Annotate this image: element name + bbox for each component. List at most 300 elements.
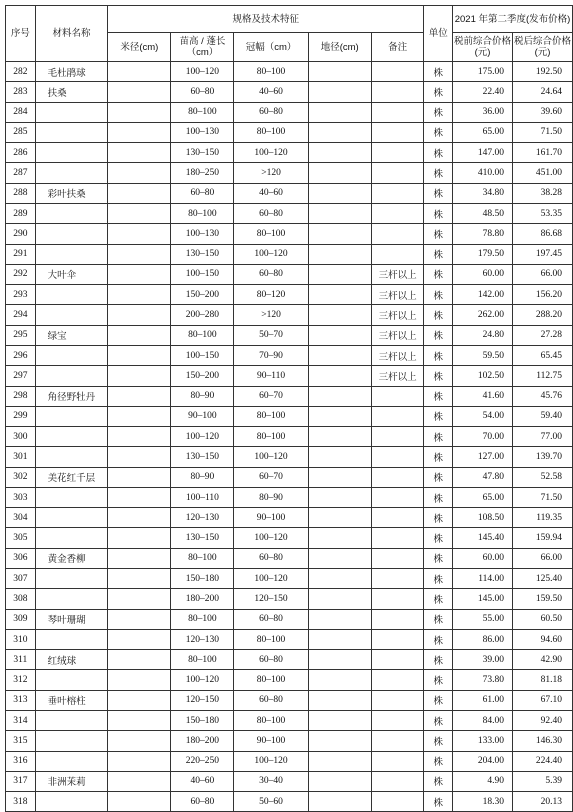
cell-crown: 60–80 xyxy=(234,609,308,629)
cell-post-tax-price: 71.50 xyxy=(512,487,572,507)
cell-crown: 60–80 xyxy=(234,102,308,122)
cell-remark xyxy=(371,62,424,82)
cell-height: 180–200 xyxy=(171,589,234,609)
cell-ground-diameter xyxy=(308,731,371,751)
cell-name xyxy=(35,751,108,771)
cell-rice-diameter xyxy=(108,731,171,751)
cell-pre-tax-price: 410.00 xyxy=(453,163,513,183)
cell-ground-diameter xyxy=(308,711,371,731)
cell-pre-tax-price: 61.00 xyxy=(453,690,513,710)
table-row xyxy=(6,102,573,122)
cell-post-tax-price: 59.40 xyxy=(512,406,572,426)
cell-name xyxy=(35,203,108,223)
cell-ground-diameter xyxy=(308,771,371,791)
cell-unit: 株 xyxy=(424,528,453,548)
cell-crown: 100–120 xyxy=(234,447,308,467)
cell-crown: 60–80 xyxy=(234,690,308,710)
cell-crown: 50–70 xyxy=(234,325,308,345)
cell-crown: 80–100 xyxy=(234,406,308,426)
cell-height: 60–80 xyxy=(171,183,234,203)
table-row xyxy=(6,751,573,771)
header-name: 材料名称 xyxy=(35,6,108,62)
cell-name: 垂叶榕柱 xyxy=(35,690,108,710)
cell-crown: 80–100 xyxy=(234,427,308,447)
cell-post-tax-price: 159.50 xyxy=(512,589,572,609)
table-row xyxy=(6,345,573,365)
cell-height: 120–130 xyxy=(171,508,234,528)
cell-height: 90–100 xyxy=(171,406,234,426)
cell-pre-tax-price: 145.00 xyxy=(453,589,513,609)
cell-crown: 80–90 xyxy=(234,487,308,507)
cell-post-tax-price: 38.28 xyxy=(512,183,572,203)
cell-height: 40–60 xyxy=(171,771,234,791)
cell-pre-tax-price: 102.50 xyxy=(453,366,513,386)
cell-remark xyxy=(371,792,424,812)
cell-post-tax-price: 24.64 xyxy=(512,82,572,102)
cell-seq: 295 xyxy=(6,325,36,345)
cell-unit: 株 xyxy=(424,629,453,649)
cell-rice-diameter xyxy=(108,203,171,223)
cell-pre-tax-price: 204.00 xyxy=(453,751,513,771)
cell-seq: 300 xyxy=(6,427,36,447)
cell-post-tax-price: 288.20 xyxy=(512,305,572,325)
table-row xyxy=(6,589,573,609)
cell-crown: 60–80 xyxy=(234,264,308,284)
header-ground-diameter: 地径(cm) xyxy=(308,33,371,62)
cell-name xyxy=(35,528,108,548)
cell-height: 150–200 xyxy=(171,366,234,386)
cell-unit: 株 xyxy=(424,427,453,447)
cell-post-tax-price: 112.75 xyxy=(512,366,572,386)
table-row xyxy=(6,792,573,812)
cell-crown: 80–100 xyxy=(234,711,308,731)
table-row xyxy=(6,427,573,447)
cell-unit: 株 xyxy=(424,487,453,507)
cell-crown: 70–90 xyxy=(234,345,308,365)
cell-remark xyxy=(371,751,424,771)
cell-height: 80–100 xyxy=(171,650,234,670)
cell-pre-tax-price: 18.30 xyxy=(453,792,513,812)
cell-unit: 株 xyxy=(424,467,453,487)
cell-name: 黄金香柳 xyxy=(35,548,108,568)
cell-seq: 306 xyxy=(6,548,36,568)
cell-name xyxy=(35,285,108,305)
cell-pre-tax-price: 65.00 xyxy=(453,122,513,142)
cell-rice-diameter xyxy=(108,508,171,528)
table-header xyxy=(6,6,573,62)
cell-post-tax-price: 224.40 xyxy=(512,751,572,771)
cell-remark: 三杆以上 xyxy=(371,366,424,386)
cell-crown: 50–60 xyxy=(234,792,308,812)
cell-height: 200–280 xyxy=(171,305,234,325)
cell-seq: 296 xyxy=(6,345,36,365)
header-crown: 冠幅（cm） xyxy=(234,33,308,62)
cell-name: 彩叶扶桑 xyxy=(35,183,108,203)
cell-name: 非洲茉莉 xyxy=(35,771,108,791)
cell-height: 100–120 xyxy=(171,62,234,82)
header-price-group: 2021 年第二季度(发布价格) xyxy=(453,6,573,33)
cell-ground-diameter xyxy=(308,224,371,244)
cell-name xyxy=(35,629,108,649)
cell-name xyxy=(35,366,108,386)
table-row xyxy=(6,487,573,507)
cell-ground-diameter xyxy=(308,548,371,568)
table-row xyxy=(6,609,573,629)
cell-post-tax-price: 159.94 xyxy=(512,528,572,548)
cell-pre-tax-price: 59.50 xyxy=(453,345,513,365)
cell-rice-diameter xyxy=(108,386,171,406)
cell-crown: >120 xyxy=(234,163,308,183)
cell-rice-diameter xyxy=(108,82,171,102)
cell-crown: 80–120 xyxy=(234,285,308,305)
cell-rice-diameter xyxy=(108,528,171,548)
cell-post-tax-price: 52.58 xyxy=(512,467,572,487)
cell-height: 120–150 xyxy=(171,690,234,710)
cell-crown: 90–110 xyxy=(234,366,308,386)
table-row xyxy=(6,548,573,568)
cell-pre-tax-price: 179.50 xyxy=(453,244,513,264)
cell-seq: 311 xyxy=(6,650,36,670)
cell-remark xyxy=(371,183,424,203)
cell-unit: 株 xyxy=(424,183,453,203)
cell-height: 100–110 xyxy=(171,487,234,507)
cell-height: 80–100 xyxy=(171,102,234,122)
cell-name xyxy=(35,305,108,325)
cell-seq: 315 xyxy=(6,731,36,751)
cell-rice-diameter xyxy=(108,305,171,325)
cell-rice-diameter xyxy=(108,366,171,386)
cell-rice-diameter xyxy=(108,264,171,284)
table-row xyxy=(6,325,573,345)
cell-rice-diameter xyxy=(108,690,171,710)
table-body xyxy=(6,62,573,812)
cell-ground-diameter xyxy=(308,325,371,345)
cell-ground-diameter xyxy=(308,467,371,487)
table-row xyxy=(6,528,573,548)
cell-seq: 308 xyxy=(6,589,36,609)
cell-post-tax-price: 42.90 xyxy=(512,650,572,670)
cell-seq: 287 xyxy=(6,163,36,183)
cell-ground-diameter xyxy=(308,122,371,142)
cell-remark: 三杆以上 xyxy=(371,325,424,345)
header-height: 苗高 / 蓬长（cm） xyxy=(171,33,234,62)
cell-seq: 283 xyxy=(6,82,36,102)
cell-pre-tax-price: 78.80 xyxy=(453,224,513,244)
cell-rice-diameter xyxy=(108,711,171,731)
cell-crown: 60–70 xyxy=(234,467,308,487)
cell-unit: 株 xyxy=(424,751,453,771)
cell-unit: 株 xyxy=(424,589,453,609)
cell-rice-diameter xyxy=(108,792,171,812)
cell-name xyxy=(35,792,108,812)
cell-unit: 株 xyxy=(424,792,453,812)
cell-name xyxy=(35,345,108,365)
cell-unit: 株 xyxy=(424,447,453,467)
cell-crown: 100–120 xyxy=(234,244,308,264)
cell-rice-diameter xyxy=(108,487,171,507)
cell-seq: 291 xyxy=(6,244,36,264)
cell-post-tax-price: 66.00 xyxy=(512,548,572,568)
cell-post-tax-price: 161.70 xyxy=(512,143,572,163)
cell-post-tax-price: 92.40 xyxy=(512,711,572,731)
cell-unit: 株 xyxy=(424,285,453,305)
cell-remark xyxy=(371,122,424,142)
cell-ground-diameter xyxy=(308,244,371,264)
cell-rice-diameter xyxy=(108,771,171,791)
table-row xyxy=(6,122,573,142)
cell-pre-tax-price: 175.00 xyxy=(453,62,513,82)
cell-height: 100–120 xyxy=(171,427,234,447)
cell-post-tax-price: 45.76 xyxy=(512,386,572,406)
cell-seq: 294 xyxy=(6,305,36,325)
cell-height: 100–150 xyxy=(171,264,234,284)
cell-height: 100–120 xyxy=(171,670,234,690)
cell-remark xyxy=(371,224,424,244)
cell-unit: 株 xyxy=(424,82,453,102)
cell-height: 130–150 xyxy=(171,447,234,467)
cell-seq: 309 xyxy=(6,609,36,629)
cell-name: 扶桑 xyxy=(35,82,108,102)
cell-height: 130–150 xyxy=(171,244,234,264)
cell-post-tax-price: 39.60 xyxy=(512,102,572,122)
table-row xyxy=(6,285,573,305)
cell-name xyxy=(35,589,108,609)
cell-crown: 80–100 xyxy=(234,224,308,244)
cell-rice-diameter xyxy=(108,670,171,690)
cell-pre-tax-price: 145.40 xyxy=(453,528,513,548)
cell-ground-diameter xyxy=(308,163,371,183)
cell-unit: 株 xyxy=(424,690,453,710)
cell-name xyxy=(35,487,108,507)
cell-remark xyxy=(371,548,424,568)
cell-unit: 株 xyxy=(424,508,453,528)
cell-name xyxy=(35,143,108,163)
cell-ground-diameter xyxy=(308,569,371,589)
cell-seq: 299 xyxy=(6,406,36,426)
cell-unit: 株 xyxy=(424,122,453,142)
cell-unit: 株 xyxy=(424,203,453,223)
header-spec-group: 规格及技术特征 xyxy=(108,6,424,33)
cell-seq: 288 xyxy=(6,183,36,203)
cell-crown: 80–100 xyxy=(234,670,308,690)
cell-height: 80–100 xyxy=(171,548,234,568)
cell-remark xyxy=(371,102,424,122)
cell-height: 100–150 xyxy=(171,345,234,365)
cell-name xyxy=(35,224,108,244)
cell-seq: 285 xyxy=(6,122,36,142)
price-table xyxy=(5,5,573,812)
cell-ground-diameter xyxy=(308,487,371,507)
cell-pre-tax-price: 36.00 xyxy=(453,102,513,122)
cell-remark xyxy=(371,670,424,690)
cell-crown: 60–80 xyxy=(234,203,308,223)
cell-height: 80–90 xyxy=(171,467,234,487)
cell-ground-diameter xyxy=(308,792,371,812)
cell-unit: 株 xyxy=(424,548,453,568)
cell-pre-tax-price: 47.80 xyxy=(453,467,513,487)
cell-remark xyxy=(371,163,424,183)
cell-remark xyxy=(371,427,424,447)
cell-pre-tax-price: 73.80 xyxy=(453,670,513,690)
cell-crown: 100–120 xyxy=(234,528,308,548)
cell-pre-tax-price: 34.80 xyxy=(453,183,513,203)
cell-crown: 40–60 xyxy=(234,183,308,203)
table-row xyxy=(6,406,573,426)
cell-crown: 30–40 xyxy=(234,771,308,791)
cell-remark xyxy=(371,711,424,731)
cell-pre-tax-price: 48.50 xyxy=(453,203,513,223)
table-row xyxy=(6,264,573,284)
cell-name xyxy=(35,670,108,690)
cell-name xyxy=(35,244,108,264)
cell-unit: 株 xyxy=(424,406,453,426)
table-row xyxy=(6,183,573,203)
cell-remark xyxy=(371,203,424,223)
cell-unit: 株 xyxy=(424,345,453,365)
cell-rice-diameter xyxy=(108,325,171,345)
cell-post-tax-price: 67.10 xyxy=(512,690,572,710)
cell-height: 150–180 xyxy=(171,569,234,589)
cell-remark xyxy=(371,406,424,426)
table-row xyxy=(6,771,573,791)
cell-rice-diameter xyxy=(108,447,171,467)
cell-name: 毛杜鹃球 xyxy=(35,62,108,82)
cell-rice-diameter xyxy=(108,629,171,649)
cell-ground-diameter xyxy=(308,528,371,548)
cell-post-tax-price: 139.70 xyxy=(512,447,572,467)
cell-crown: 90–100 xyxy=(234,731,308,751)
cell-unit: 株 xyxy=(424,771,453,791)
cell-pre-tax-price: 142.00 xyxy=(453,285,513,305)
cell-pre-tax-price: 54.00 xyxy=(453,406,513,426)
cell-crown: 60–80 xyxy=(234,548,308,568)
cell-pre-tax-price: 108.50 xyxy=(453,508,513,528)
cell-height: 80–100 xyxy=(171,609,234,629)
cell-pre-tax-price: 24.80 xyxy=(453,325,513,345)
cell-post-tax-price: 119.35 xyxy=(512,508,572,528)
cell-ground-diameter xyxy=(308,589,371,609)
cell-ground-diameter xyxy=(308,751,371,771)
table-row xyxy=(6,143,573,163)
cell-crown: >120 xyxy=(234,305,308,325)
cell-post-tax-price: 156.20 xyxy=(512,285,572,305)
cell-seq: 305 xyxy=(6,528,36,548)
cell-height: 220–250 xyxy=(171,751,234,771)
table-row xyxy=(6,447,573,467)
cell-remark: 三杆以上 xyxy=(371,305,424,325)
table-row xyxy=(6,711,573,731)
cell-crown: 90–100 xyxy=(234,508,308,528)
cell-unit: 株 xyxy=(424,244,453,264)
cell-ground-diameter xyxy=(308,264,371,284)
cell-post-tax-price: 65.45 xyxy=(512,345,572,365)
cell-seq: 289 xyxy=(6,203,36,223)
cell-name xyxy=(35,102,108,122)
cell-post-tax-price: 86.68 xyxy=(512,224,572,244)
cell-post-tax-price: 53.35 xyxy=(512,203,572,223)
cell-height: 150–200 xyxy=(171,285,234,305)
header-pre-tax: 税前综合价格(元) xyxy=(453,33,513,62)
cell-pre-tax-price: 147.00 xyxy=(453,143,513,163)
cell-ground-diameter xyxy=(308,690,371,710)
cell-seq: 298 xyxy=(6,386,36,406)
cell-rice-diameter xyxy=(108,589,171,609)
cell-remark xyxy=(371,244,424,264)
cell-ground-diameter xyxy=(308,62,371,82)
cell-remark xyxy=(371,467,424,487)
cell-ground-diameter xyxy=(308,143,371,163)
cell-seq: 286 xyxy=(6,143,36,163)
cell-pre-tax-price: 65.00 xyxy=(453,487,513,507)
cell-height: 100–130 xyxy=(171,224,234,244)
cell-rice-diameter xyxy=(108,751,171,771)
cell-unit: 株 xyxy=(424,264,453,284)
cell-height: 180–250 xyxy=(171,163,234,183)
cell-remark xyxy=(371,447,424,467)
cell-post-tax-price: 451.00 xyxy=(512,163,572,183)
cell-name: 绿宝 xyxy=(35,325,108,345)
cell-unit: 株 xyxy=(424,143,453,163)
cell-unit: 株 xyxy=(424,650,453,670)
cell-rice-diameter xyxy=(108,548,171,568)
cell-post-tax-price: 66.00 xyxy=(512,264,572,284)
cell-name xyxy=(35,569,108,589)
cell-post-tax-price: 192.50 xyxy=(512,62,572,82)
cell-name: 大叶伞 xyxy=(35,264,108,284)
cell-seq: 282 xyxy=(6,62,36,82)
table-row xyxy=(6,203,573,223)
cell-remark xyxy=(371,569,424,589)
cell-rice-diameter xyxy=(108,467,171,487)
cell-pre-tax-price: 60.00 xyxy=(453,264,513,284)
cell-remark xyxy=(371,386,424,406)
table-row xyxy=(6,569,573,589)
cell-height: 80–100 xyxy=(171,325,234,345)
cell-pre-tax-price: 70.00 xyxy=(453,427,513,447)
cell-unit: 株 xyxy=(424,366,453,386)
cell-crown: 80–100 xyxy=(234,62,308,82)
cell-rice-diameter xyxy=(108,609,171,629)
cell-pre-tax-price: 22.40 xyxy=(453,82,513,102)
cell-remark xyxy=(371,609,424,629)
cell-seq: 293 xyxy=(6,285,36,305)
cell-height: 80–100 xyxy=(171,203,234,223)
cell-post-tax-price: 60.50 xyxy=(512,609,572,629)
cell-rice-diameter xyxy=(108,406,171,426)
cell-post-tax-price: 81.18 xyxy=(512,670,572,690)
cell-unit: 株 xyxy=(424,731,453,751)
header-seq: 序号 xyxy=(6,6,36,62)
table-row xyxy=(6,508,573,528)
cell-remark: 三杆以上 xyxy=(371,264,424,284)
cell-rice-diameter xyxy=(108,163,171,183)
table-row xyxy=(6,244,573,264)
cell-crown: 120–150 xyxy=(234,589,308,609)
cell-pre-tax-price: 84.00 xyxy=(453,711,513,731)
cell-pre-tax-price: 55.00 xyxy=(453,609,513,629)
cell-rice-diameter xyxy=(108,224,171,244)
price-table-container xyxy=(5,5,573,812)
cell-ground-diameter xyxy=(308,366,371,386)
cell-seq: 290 xyxy=(6,224,36,244)
cell-rice-diameter xyxy=(108,569,171,589)
cell-crown: 100–120 xyxy=(234,751,308,771)
cell-remark xyxy=(371,487,424,507)
header-unit: 单位 xyxy=(424,6,453,62)
cell-unit: 株 xyxy=(424,670,453,690)
cell-unit: 株 xyxy=(424,62,453,82)
cell-height: 180–200 xyxy=(171,731,234,751)
